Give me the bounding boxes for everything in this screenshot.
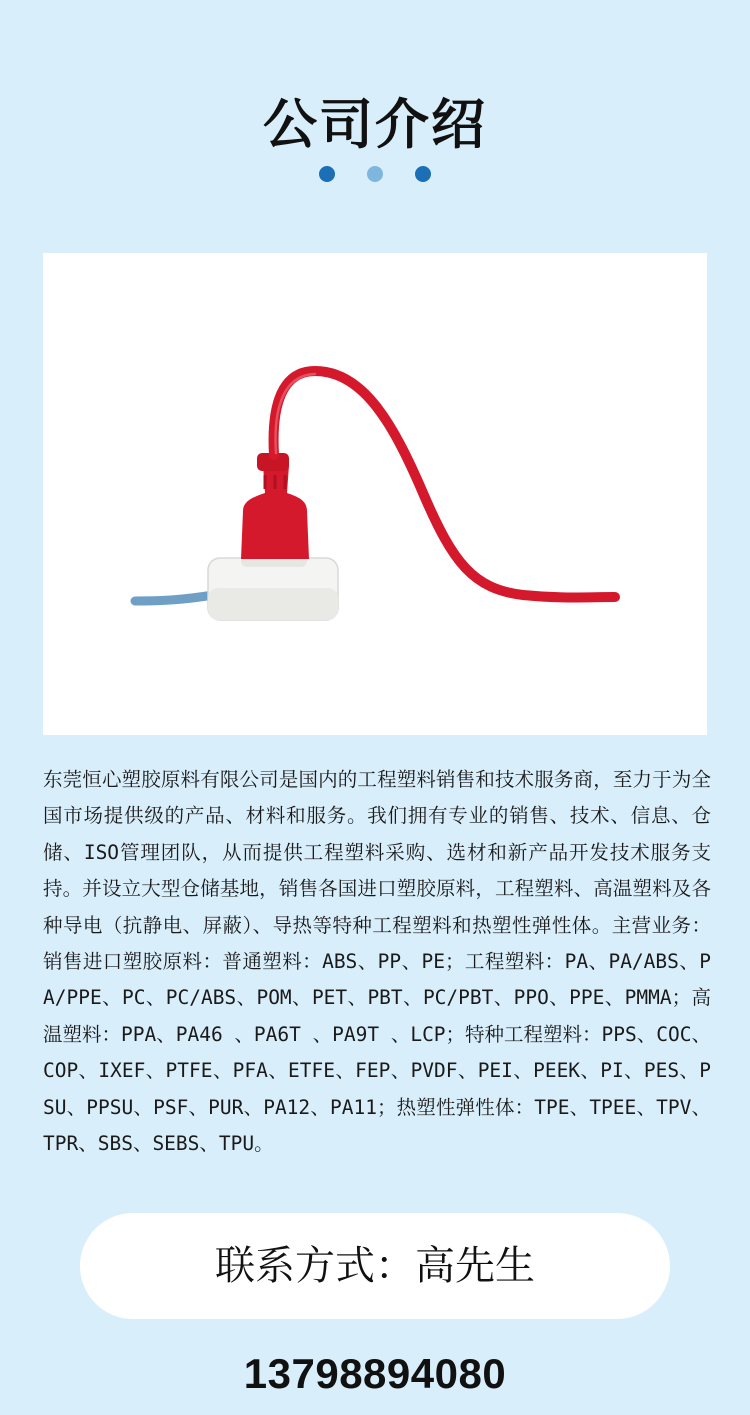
company-intro-text: 东莞恒心塑胶原料有限公司是国内的工程塑料销售和技术服务商，至力于为全国市场提供级的产品、材料和服务。我们拥有专业的销售、技术、信息、仓储、ISO管理团队，从而提供工程塑料采购、选材和新产品开发技术服务支持。并设立大型仓储基地，销售各国进口塑胶原料，工程塑料、高温塑料及各种导电（抗静电、屏蔽）、导热等特种工程塑料和热塑性弹性体。主营业务：销售进口塑胶原料：普通塑料：ABS、PP、PE；工程塑料：PA、PA/ABS、PA/PPE、PC、PC/ABS、POM、PET、PBT、PC/PBT、PPO、PPE、PMMA；高温塑料：PPA、PA46 、PA6T 、PA9T 、LCP；特种工程塑料：PPS、COC、COP、IXEF、PTFE、PFA、ETFE、FEP、PVDF、PEI、PEEK、PI、PES、PSU、PPSU、PSF、PUR、PA12、PA11；热塑性弹性体：TPE、TPEE、TPV、TPR、SBS、SEBS、TPU。 (43, 768, 711, 1156)
section-title: 公司介绍 (263, 93, 487, 156)
dot-light (367, 166, 383, 182)
dot-dark (415, 166, 431, 182)
product-photo (43, 253, 707, 735)
title-dots-decoration (0, 166, 750, 182)
contact-button[interactable]: 联系方式：高先生 (80, 1213, 670, 1319)
phone-number[interactable]: 13798894080 (243, 1350, 507, 1397)
dot-dark (319, 166, 335, 182)
red-plug-cable-icon (43, 253, 707, 735)
